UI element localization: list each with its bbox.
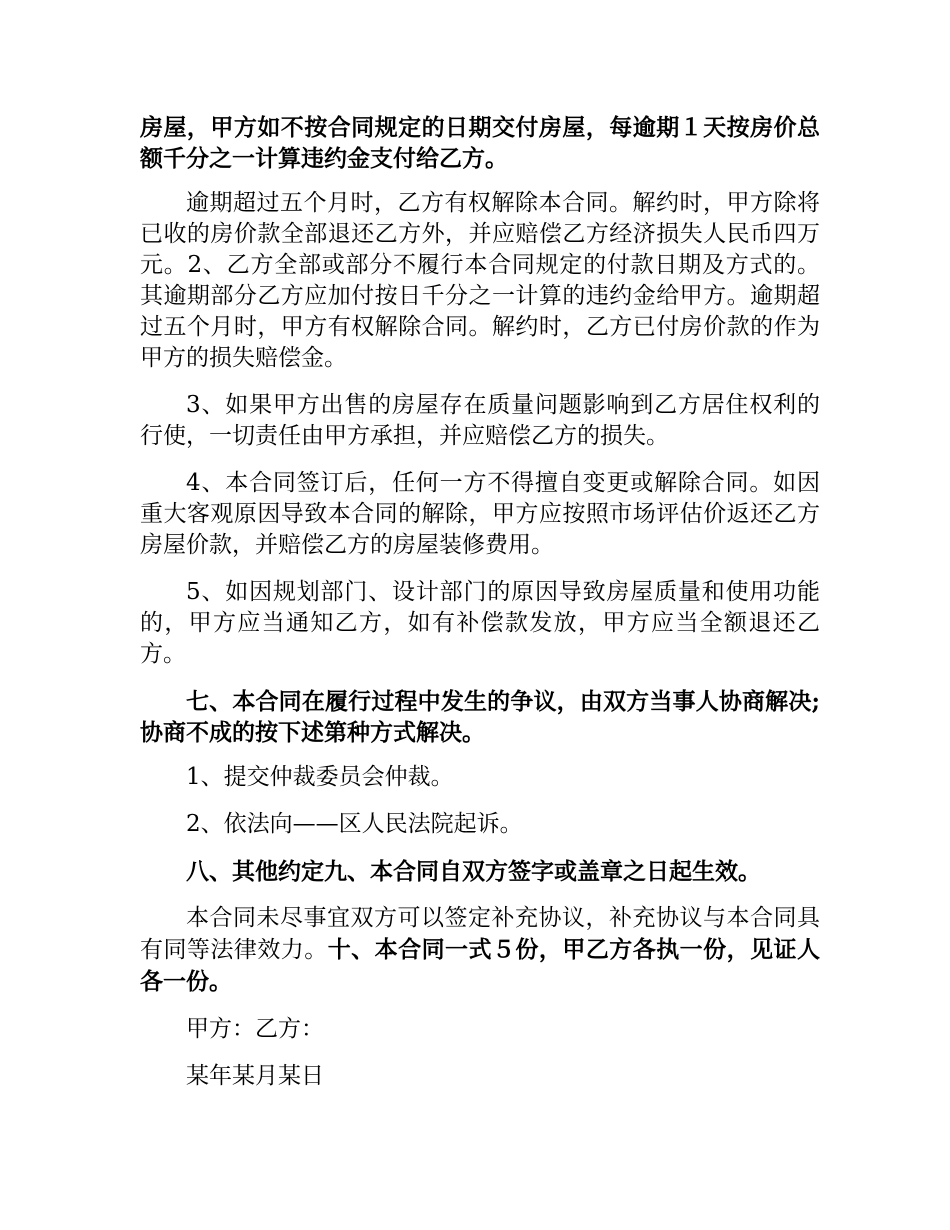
- paragraph-planning-department: 5、如因规划部门、设计部门的原因导致房屋质量和使用功能的，甲方应当通知乙方，如有补偿款发放，甲方应当全额退还乙方。: [140, 579, 820, 667]
- signature-date-line: 某年某月某日: [186, 1063, 324, 1089]
- paragraph-no-unilateral-change: 4、本合同签订后，任何一方不得擅自变更或解除合同。如因重大客观原因导致本合同的解除，甲方应按照市场评估价返还乙方房屋价款，并赔偿乙方的房屋装修费用。: [140, 470, 820, 558]
- signature-parties-line: 甲方：乙方：: [186, 1016, 324, 1042]
- clause-ten-copies-text: 十、本合同一式５份，甲乙方各执一份，见证人各一份。: [140, 936, 821, 995]
- paragraph-supplementary-and-copies: [140, 903, 820, 998]
- clause-eight-nine-heading: 八、其他约定九、本合同自双方签字或盖章之日起生效。: [186, 858, 761, 885]
- supplementary-agreement-text: 本合同未尽事宜双方可以签定补充协议，补充协议与本合同具有同等法律效力。: [140, 905, 820, 963]
- paragraph-quality-issue: 3、如果甲方出售的房屋存在质量问题影响到乙方居住权利的行使，一切责任由甲方承担，并应赔偿乙方的损失。: [140, 392, 820, 449]
- paragraph-overdue-termination: 逾期超过五个月时，乙方有权解除本合同。解约时，甲方除将已收的房价款全部退还乙方外，并应赔偿乙方经济损失人民币四万元。2、乙方全部或部分不履行本合同规定的付款日期及方式的。其逾期部分乙方应加付按日千分之一计算的违约金给甲方。逾期超过五个月时，甲方有权解除合同。解约时，乙方已付房价款的作为甲方的损失赔偿金。: [140, 190, 820, 371]
- dispute-option-court: 2、依法向——区人民法院起诉。: [186, 811, 523, 837]
- dispute-option-arbitration: 1、提交仲裁委员会仲裁。: [186, 764, 454, 790]
- clause-seven-dispute-heading: 七、本合同在履行过程中发生的争议，由双方当事人协商解决;协商不成的按下述第种方式解决。: [140, 688, 820, 746]
- paragraph-delivery-penalty: 房屋，甲方如不按合同规定的日期交付房屋，每逾期１天按房价总额千分之一计算违约金支付给乙方。: [140, 114, 820, 172]
